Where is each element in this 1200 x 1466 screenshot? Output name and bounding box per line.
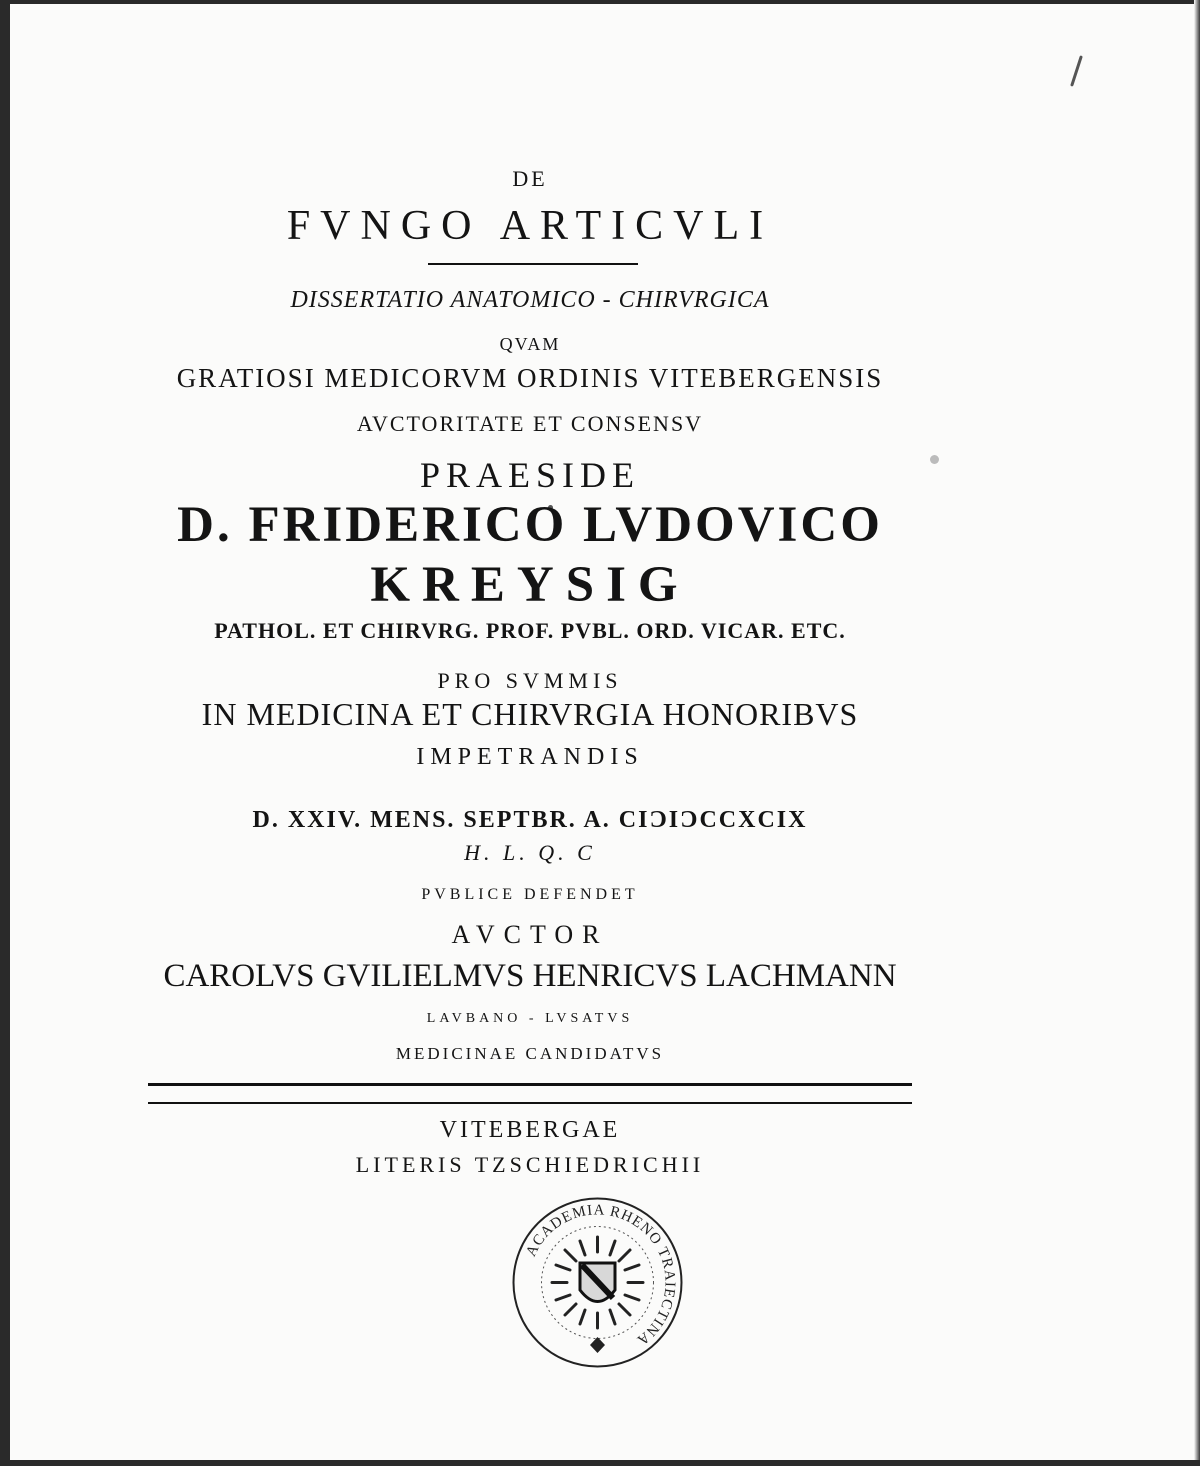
candidatus-line: MEDICINAE CANDIDATVS bbox=[395, 1044, 665, 1063]
stamp-ornament-icon bbox=[590, 1337, 605, 1353]
library-stamp bbox=[510, 1195, 685, 1370]
imprint-rule-thin bbox=[148, 1102, 912, 1104]
quam-line: QVAM bbox=[499, 334, 561, 354]
pro-summis: PRO SVMMIS bbox=[437, 668, 623, 693]
hlqc-line: H. L. Q. C bbox=[464, 840, 596, 865]
honoribus-line: IN MEDICINA ET CHIRVRGIA HONORIBVS bbox=[201, 696, 859, 732]
main-title: FVNGO ARTICVLI bbox=[286, 203, 774, 249]
praeses-surname: KREYSIG bbox=[370, 557, 690, 613]
auctor-line: AVCTOR bbox=[451, 920, 609, 949]
publice-line: PVBLICE DEFENDET bbox=[421, 886, 639, 903]
stamp-legend: ACADEMIA RHENO TRAIECTINA bbox=[523, 1202, 678, 1349]
scan-edge-top bbox=[0, 0, 1200, 4]
imprint-city: VITEBERGAE bbox=[439, 1117, 621, 1143]
imprint-rule bbox=[148, 1083, 912, 1086]
impetrandis-line: IMPETRANDIS bbox=[416, 744, 644, 770]
praeses-titles: PATHOL. ET CHIRVRG. PROF. PVBL. ORD. VICAR. ETC. bbox=[214, 618, 846, 643]
dissertation-subtitle: DISSERTATIO ANATOMICO - CHIRVRGICA bbox=[290, 287, 770, 313]
paper-mark bbox=[1070, 55, 1083, 86]
praeses-name: D. FRIDERICO LVDOVICO bbox=[177, 497, 883, 553]
praeside-line: PRAESIDE bbox=[419, 455, 641, 495]
imprint-printer: LITERIS TZSCHIEDRICHII bbox=[355, 1152, 705, 1177]
disputation-date: D. XXIV. MENS. SEPTBR. A. CIƆIƆCCXCIX bbox=[252, 807, 808, 833]
ordinis-line: GRATIOSI MEDICORVM ORDINIS VITEBERGENSIS bbox=[176, 363, 884, 393]
author-name: CAROLVS GVILIELMVS HENRICVS LACHMANN bbox=[163, 958, 897, 994]
scan-edge-right bbox=[1194, 0, 1200, 1466]
title-rule bbox=[428, 263, 638, 265]
scan-edge-bottom bbox=[0, 1460, 1200, 1466]
auctoritate-line: AVCTORITATE ET CONSENSV bbox=[356, 411, 704, 436]
preposition-de: DE bbox=[512, 166, 548, 191]
author-origin: LAVBANO - LVSATVS bbox=[426, 1011, 634, 1026]
